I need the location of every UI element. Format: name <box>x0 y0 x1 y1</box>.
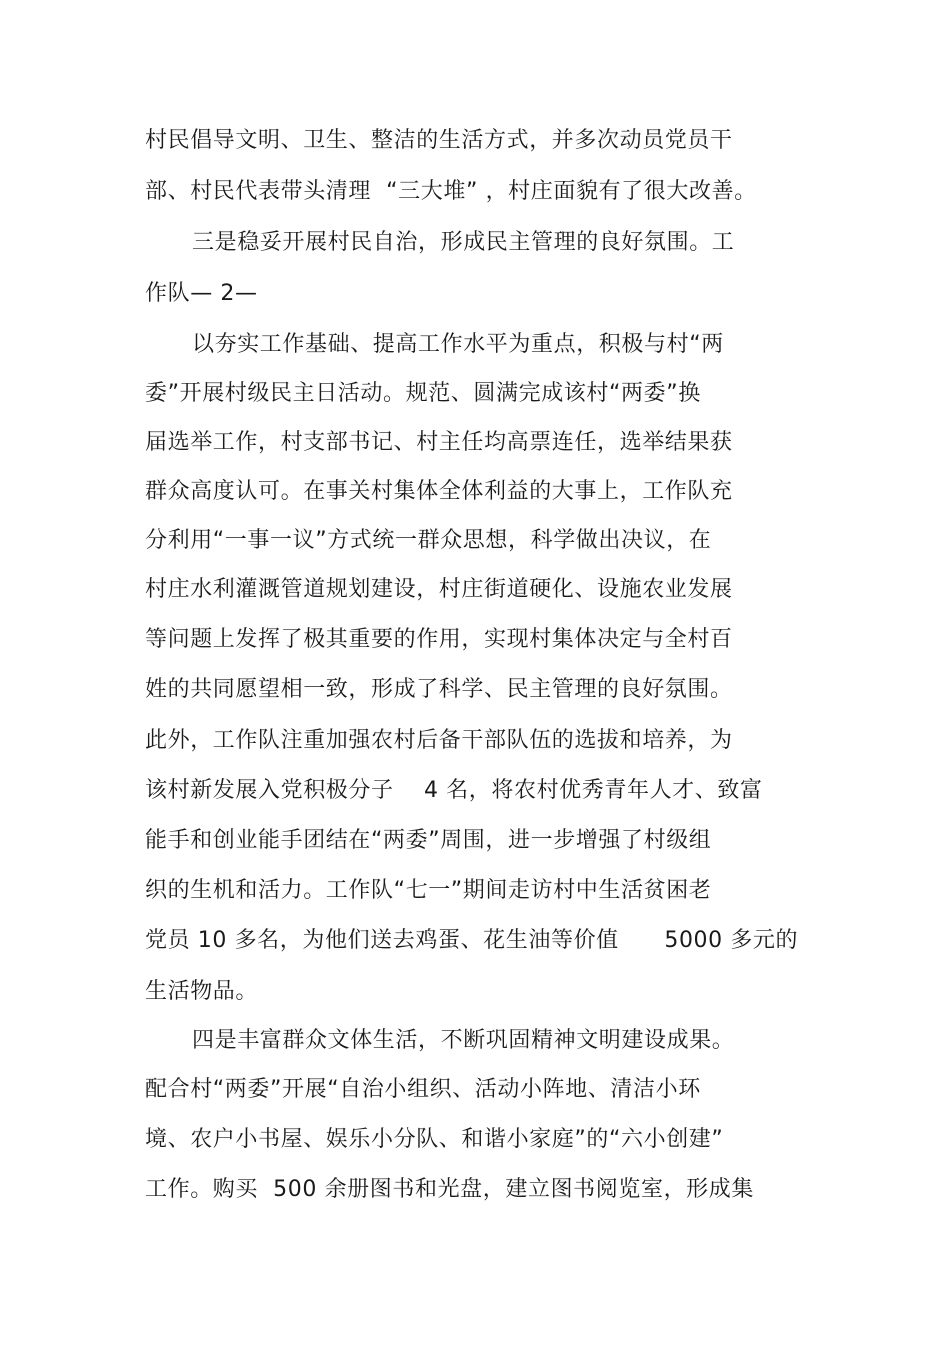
text-line-7: 届选举工作，村支部书记、村主任均高票连任，选举结果获 <box>145 430 733 455</box>
text-line-10: 村庄水利灌溉管道规划建设，村庄街道硬化、设施农业发展 <box>145 577 733 602</box>
text-line-14: 该村新发展入党积极分子 4 名，将农村优秀青年人才、致富 <box>145 778 763 803</box>
text-line-21: 境、农户小书屋、娱乐小分队、和谐小家庭”的“六小创建” <box>145 1127 724 1152</box>
text-line-3: 三是稳妥开展村民自治，形成民主管理的良好氛围。工 <box>192 230 735 255</box>
text-line-5: 以夯实工作基础、提高工作水平为重点，积极与村“两 <box>192 332 724 357</box>
text-line-20: 配合村“两委”开展“自治小组织、活动小阵地、清洁小环 <box>145 1077 701 1102</box>
text-line-13: 此外，工作队注重加强农村后备干部队伍的选拔和培养，为 <box>145 728 733 753</box>
text-line-1: 村民倡导文明、卫生、整洁的生活方式，并多次动员党员干 <box>145 128 733 153</box>
text-line-11: 等问题上发挥了极其重要的作用，实现村集体决定与全村百 <box>145 627 733 652</box>
text-line-4: 作队— 2— <box>145 281 258 306</box>
text-line-19: 四是丰富群众文体生活，不断巩固精神文明建设成果。 <box>192 1028 735 1053</box>
text-line-18: 生活物品。 <box>145 979 259 1004</box>
text-line-8: 群众高度认可。在事关村集体全体利益的大事上，工作队充 <box>145 479 733 504</box>
text-line-9: 分利用“一事一议”方式统一群众思想，科学做出决议，在 <box>145 528 712 553</box>
text-line-16: 织的生机和活力。工作队“七一”期间走访村中生活贫困老 <box>145 878 712 903</box>
text-line-12: 姓的共同愿望相一致，形成了科学、民主管理的良好氛围。 <box>145 677 733 702</box>
text-line-15: 能手和创业能手团结在“两委”周围，进一步增强了村级组 <box>145 828 712 853</box>
text-line-22: 工作。购买 500 余册图书和光盘，建立图书阅览室，形成集 <box>145 1177 754 1202</box>
text-line-6: 委”开展村级民主日活动。规范、圆满完成该村“两委”换 <box>145 381 701 406</box>
text-line-2: 部、村民代表带头清理 “三大堆” ，村庄面貌有了很大改善。 <box>145 179 757 204</box>
text-line-17: 党员 10 多名，为他们送去鸡蛋、花生油等价值 5000 多元的 <box>145 928 799 953</box>
